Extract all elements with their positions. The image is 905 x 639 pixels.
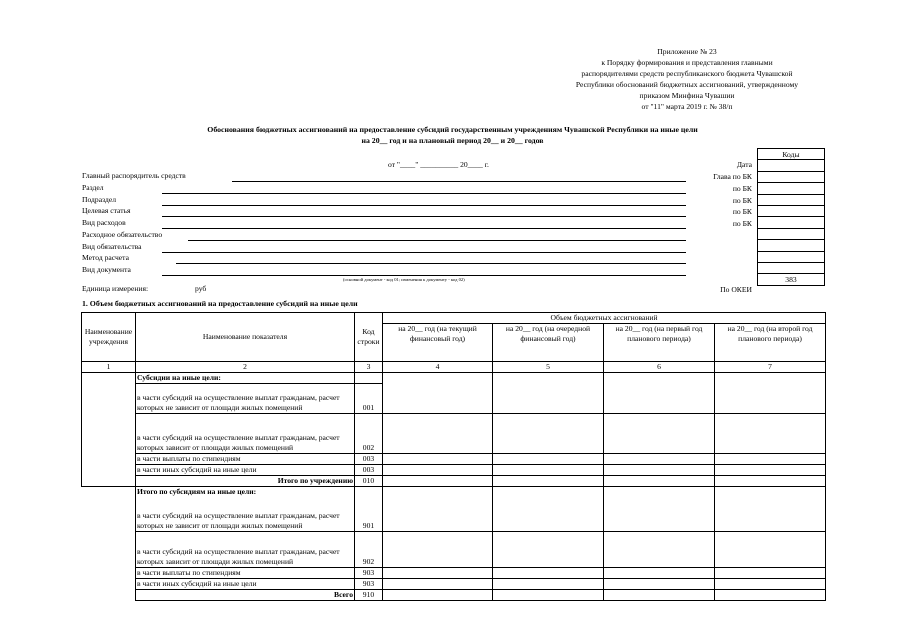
value-cell[interactable] (604, 465, 715, 476)
code-cell-doc[interactable] (758, 262, 825, 273)
field-label-target: Целевая статья (82, 206, 131, 215)
field-line-method[interactable] (176, 263, 686, 264)
header-year-4: на 20__ год (на второй год планового периода) (715, 324, 826, 362)
code-label-date: Дата (736, 160, 752, 169)
value-cell[interactable] (493, 578, 604, 589)
field-line-target[interactable] (162, 216, 686, 217)
field-label-section: Раздел (82, 183, 104, 192)
field-line-section[interactable] (162, 193, 686, 194)
field-line-subsection[interactable] (162, 205, 686, 206)
appropriations-table (81, 312, 826, 601)
row-indicator: в части субсидий на осуществление выплат гражданам, расчет которых не зависит от площади жилых помещений (136, 384, 355, 414)
field-line-expense[interactable] (162, 228, 686, 229)
appendix-line: распорядителями средств республиканского бюджета Чувашской (581, 69, 793, 78)
total-institution-label: Итого по учреждению (136, 476, 355, 487)
header-year-2: на 20__ год (на очередной финансовый год) (493, 324, 604, 362)
codes-table (757, 148, 825, 286)
value-cell[interactable] (493, 465, 604, 476)
unit-label: Единица измерения: (82, 284, 149, 293)
row-indicator: в части иных субсидий на иные цели (136, 465, 355, 476)
row-indicator: в части субсидий на осуществление выплат гражданам, расчет которых не зависит от площади жилых помещений (136, 497, 355, 531)
row-code: 901 (355, 497, 383, 531)
value-cell[interactable] (715, 487, 826, 532)
field-line-obl-type[interactable] (162, 252, 686, 253)
value-cell[interactable] (383, 476, 493, 487)
header-year-1: на 20__ год (на текущий финансовый год) (383, 324, 493, 362)
value-cell[interactable] (493, 476, 604, 487)
grand-total-label: Всего (136, 589, 355, 600)
code-label-glava: Глава по БК (713, 172, 752, 181)
appendix-line: к Порядку формирования и представления главными (601, 58, 773, 67)
document-title: Обоснования бюджетных ассигнований на предоставление субсидий государственным учреждениям Чувашской Республики на иные цели (207, 125, 698, 134)
unit-value: руб (195, 284, 207, 293)
appendix-line: Республики обоснований бюджетных ассигнований, утвержденному (575, 80, 799, 89)
value-cell[interactable] (383, 531, 493, 567)
value-cell[interactable] (493, 454, 604, 465)
code-cell-obl-type[interactable] (758, 240, 825, 251)
row-indicator: в части субсидий на осуществление выплат гражданам, расчет которых зависит от площади жилых помещений (136, 414, 355, 454)
total-subsidies-title: Итого по субсидиям на иные цели: (136, 487, 355, 498)
code-label-bk: по БК (732, 196, 752, 205)
value-cell[interactable] (715, 567, 826, 578)
row-code: 910 (355, 589, 383, 600)
row-code: 001 (355, 384, 383, 414)
row-code: 003 (355, 454, 383, 465)
row-indicator: в части субсидий на осуществление выплат гражданам, расчет которых зависит от площади жилых помещений (136, 531, 355, 567)
field-label-obl-type: Вид обязательства (82, 242, 142, 251)
doc-note: (основной документ - код 01; изменения к документу - код 02) (343, 277, 465, 282)
row-indicator: в части иных субсидий на иные цели (136, 578, 355, 589)
value-cell[interactable] (493, 531, 604, 567)
code-cell-subsection[interactable] (758, 194, 825, 205)
header-year-3: на 20__ год (на первый год планового периода) (604, 324, 715, 362)
header-institution: Наименование учреждения (82, 313, 136, 362)
codes-header: Коды (758, 149, 825, 160)
field-label-doc: Вид документа (82, 265, 131, 274)
col-number: 3 (355, 362, 383, 373)
value-cell[interactable] (604, 567, 715, 578)
field-label-main-manager: Главный распорядитель средств (82, 171, 186, 180)
col-number: 6 (604, 362, 715, 373)
section-title: 1. Объем бюджетных ассигнований на предоставление субсидий на иные цели (82, 299, 358, 308)
row-indicator: в части выплаты по стипендиям (136, 567, 355, 578)
field-label-obligation: Расходное обязательство (82, 230, 163, 239)
value-cell[interactable] (715, 373, 826, 414)
col-number: 5 (493, 362, 604, 373)
value-cell[interactable] (493, 414, 604, 454)
code-label-bk: по БК (732, 207, 752, 216)
header-volume: Объем бюджетных ассигнований (383, 313, 826, 324)
value-cell[interactable] (604, 531, 715, 567)
code-cell-method[interactable] (758, 251, 825, 262)
value-cell[interactable] (715, 589, 826, 600)
value-cell[interactable] (604, 454, 715, 465)
value-cell[interactable] (604, 414, 715, 454)
code-cell (355, 373, 383, 384)
field-label-method: Метод расчета (82, 253, 129, 262)
header-code: Код строки (355, 313, 383, 362)
blank-cell (82, 487, 136, 601)
value-cell[interactable] (493, 487, 604, 532)
institution-cell[interactable] (82, 373, 136, 487)
value-cell[interactable] (715, 476, 826, 487)
appendix-header (547, 46, 827, 112)
value-cell[interactable] (383, 373, 493, 414)
value-cell[interactable] (604, 476, 715, 487)
field-label-expense: Вид расходов (82, 218, 126, 227)
value-cell[interactable] (715, 465, 826, 476)
col-number: 4 (383, 362, 493, 373)
code-cell-okei: 383 (758, 274, 825, 285)
value-cell[interactable] (715, 578, 826, 589)
code-cell-expense[interactable] (758, 217, 825, 228)
field-line-doc[interactable] (162, 275, 686, 276)
value-cell[interactable] (383, 567, 493, 578)
code-cell-date[interactable] (758, 160, 825, 171)
value-cell[interactable] (383, 487, 493, 532)
value-cell[interactable] (383, 414, 493, 454)
code-label-okei: По ОКЕИ (720, 285, 752, 294)
value-cell[interactable] (604, 589, 715, 600)
field-line-obligation[interactable] (188, 240, 686, 241)
value-cell[interactable] (383, 589, 493, 600)
value-cell[interactable] (493, 373, 604, 414)
row-code: 003 (355, 465, 383, 476)
code-cell-section[interactable] (758, 183, 825, 194)
row-code: 903 (355, 567, 383, 578)
code-cell-target[interactable] (758, 205, 825, 216)
subsidies-title: Субсидии на иные цели: (136, 373, 355, 384)
value-cell[interactable] (493, 567, 604, 578)
value-cell[interactable] (604, 578, 715, 589)
col-number: 1 (82, 362, 136, 373)
field-label-subsection: Подраздел (82, 195, 116, 204)
col-number: 2 (136, 362, 355, 373)
value-cell[interactable] (383, 578, 493, 589)
code-cell-obligation[interactable] (758, 228, 825, 239)
value-cell[interactable] (604, 373, 715, 414)
code-label-bk: по БК (732, 184, 752, 193)
value-cell[interactable] (604, 487, 715, 532)
row-code: 902 (355, 531, 383, 567)
field-line-main-manager[interactable] (232, 181, 686, 182)
appendix-line: Приложение № 23 (657, 47, 717, 56)
value-cell[interactable] (383, 454, 493, 465)
code-cell (355, 487, 383, 498)
header-indicator: Наименование показателя (136, 313, 355, 362)
appendix-line: от "11" марта 2019 г. № 38/п (641, 102, 733, 111)
date-line: от "____" __________ 20____ г. (388, 160, 489, 169)
row-indicator: в части выплаты по стипендиям (136, 454, 355, 465)
value-cell[interactable] (715, 531, 826, 567)
document-subtitle: на 20__ год и на плановый период 20__ и 20__ годов (361, 136, 544, 145)
col-number: 7 (715, 362, 826, 373)
value-cell[interactable] (715, 414, 826, 454)
value-cell[interactable] (493, 589, 604, 600)
code-cell-glava[interactable] (758, 171, 825, 182)
value-cell[interactable] (715, 454, 826, 465)
row-code: 903 (355, 578, 383, 589)
appendix-line: приказом Минфина Чувашии (639, 91, 735, 100)
value-cell[interactable] (383, 465, 493, 476)
row-code: 002 (355, 414, 383, 454)
row-code: 010 (355, 476, 383, 487)
code-label-bk: по БК (732, 219, 752, 228)
